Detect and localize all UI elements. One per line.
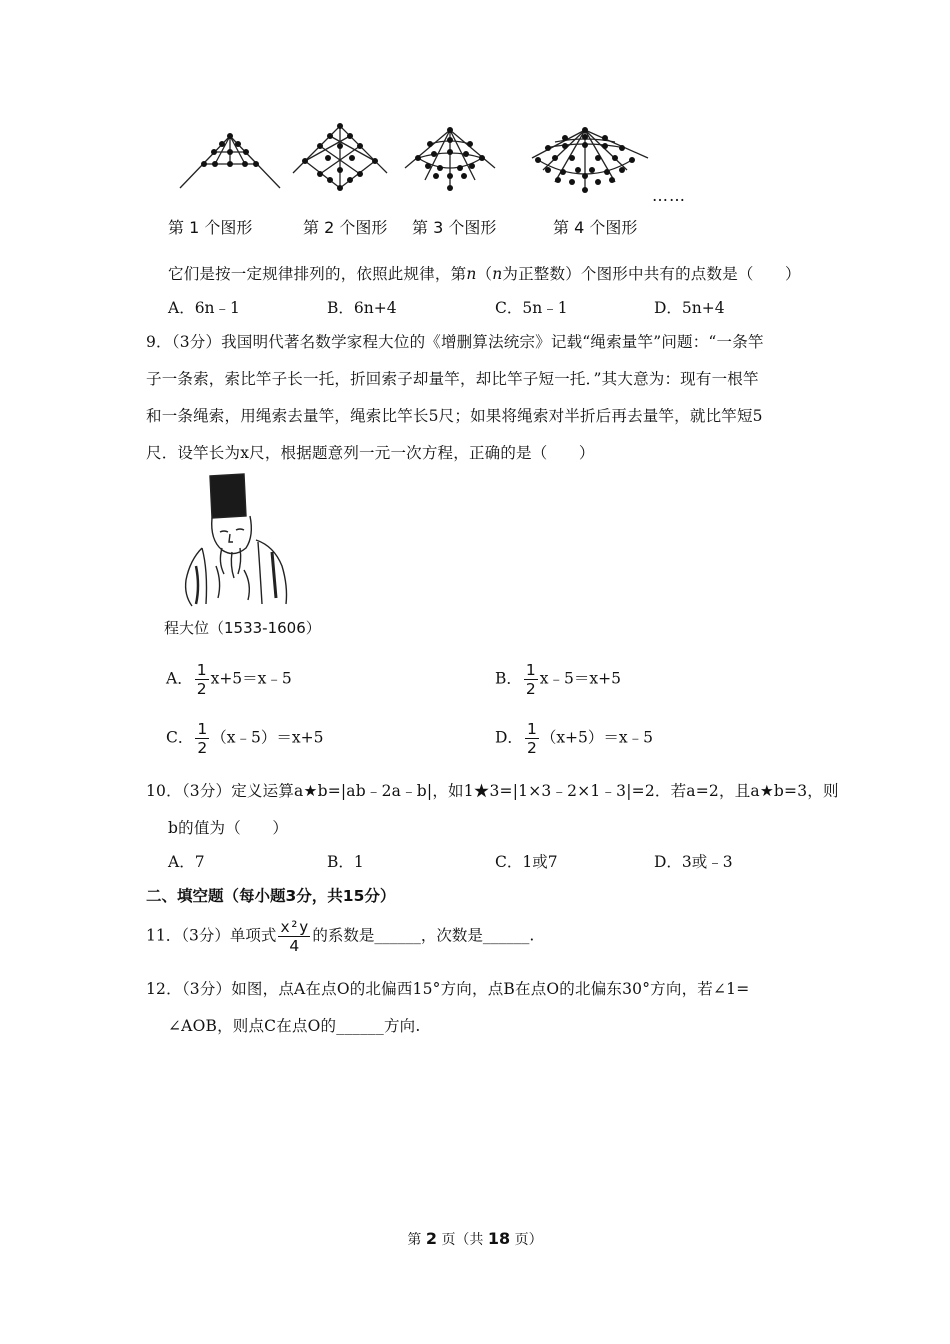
q9-option-d-rest: （x+5）＝x﹣5: [540, 728, 654, 747]
pattern-figures: [160, 118, 720, 213]
q9-option-b-num: 1: [525, 661, 536, 679]
q8-var-n: n: [466, 265, 477, 283]
page-footer: [0, 1229, 950, 1249]
q8-stem-b: （: [476, 265, 493, 283]
q8-stem: [168, 262, 801, 284]
q9-option-d-label: D．: [495, 728, 523, 747]
q9-line-4: 尺．设竿长为x尺，根据题意列一元一次方程，正确的是（ ）: [146, 444, 595, 462]
cheng-dawei-portrait: [182, 470, 294, 610]
q10-option-b: B．1: [327, 853, 364, 871]
q9-option-c-label: C．: [166, 728, 194, 747]
q9-option-c: [166, 720, 323, 757]
q12-line-1: 12．（3分）如图，点A在点O的北偏西15°方向，点B在点O的北偏东30°方向，若∠1=: [146, 980, 750, 998]
q9-option-b-rest: x﹣5＝x+5: [539, 669, 621, 688]
q8-option-d: D．5n+4: [654, 299, 725, 317]
footer-pre: 第: [407, 1232, 422, 1248]
q8-stem-c: 为正整数）个图形中共有的点数是（ ）: [502, 265, 801, 283]
q9-option-b-fraction: [524, 661, 538, 698]
footer-page-number: 2: [425, 1229, 437, 1248]
q9-option-a-fraction: [195, 661, 209, 698]
q10-line-2: b的值为（ ）: [168, 819, 289, 837]
q9-option-d: [495, 720, 653, 757]
q10-line-1: 10．（3分）定义运算a★b=|ab﹣2a﹣b|，如1★3=|1×3﹣2×1﹣3|=2．若a=2，且a★b=3，则: [146, 782, 839, 800]
q9-option-b-label: B．: [495, 669, 522, 688]
portrait-caption: 程大位（1533-1606）: [164, 619, 321, 637]
figures-ellipsis: ……: [652, 186, 686, 205]
q9-option-a-label: A．: [166, 669, 193, 688]
q11-prefix: 11．（3分）单项式: [146, 926, 277, 945]
q11-suffix: 的系数是______，次数是______.: [312, 926, 535, 945]
q9-option-b: [495, 661, 621, 698]
q9-option-c-fraction: [195, 720, 209, 757]
q8-option-b: B．6n+4: [327, 299, 397, 317]
section-2-heading: 二、填空题（每小题3分，共15分）: [146, 887, 396, 905]
figure-4-label: 第 4 个图形: [553, 218, 638, 237]
q11-fraction: [278, 918, 310, 955]
q9-line-3: 和一条绳索，用绳索去量竿，绳索比竿长5尺；如果将绳索对半折后再去量竿，就比竿短5: [146, 407, 763, 425]
figure-2-label: 第 2 个图形: [303, 218, 388, 237]
q8-option-c: C．5n﹣1: [495, 299, 568, 317]
q9-option-c-den: 2: [197, 739, 208, 757]
q9-option-d-fraction: [525, 720, 539, 757]
q9-option-a-num: 1: [196, 661, 207, 679]
q9-option-d-num: 1: [526, 720, 537, 738]
figure-2: [293, 126, 387, 188]
q11-num: x²y: [280, 918, 309, 936]
q10-option-a: A．7: [168, 853, 205, 871]
figure-1-label: 第 1 个图形: [168, 218, 253, 237]
q12-line-2: ∠AOB，则点C在点O的______方向.: [168, 1017, 421, 1035]
q9-option-a: [166, 661, 292, 698]
figure-3-label: 第 3 个图形: [412, 218, 497, 237]
q9-option-a-den: 2: [196, 680, 207, 698]
footer-post: 页）: [514, 1232, 543, 1248]
footer-mid: 页（共: [441, 1232, 484, 1248]
q11-den: 4: [289, 937, 300, 955]
q10-option-c: C．1或7: [495, 853, 558, 871]
q9-option-b-den: 2: [525, 680, 536, 698]
q9-option-c-num: 1: [197, 720, 208, 738]
q9-line-1: 9．（3分）我国明代著名数学家程大位的《增删算法统宗》记载“绳索量竿”问题：“一条竿: [146, 333, 764, 351]
footer-total-pages: 18: [487, 1229, 511, 1248]
q9-option-d-den: 2: [526, 739, 537, 757]
q11: [146, 918, 534, 955]
q10-option-d: D．3或﹣3: [654, 853, 733, 871]
q9-option-c-rest: （x﹣5）＝x+5: [211, 728, 324, 747]
q8-stem-a: 它们是按一定规律排列的，依照此规律，第: [168, 265, 467, 283]
q8-option-a: A．6n﹣1: [168, 299, 240, 317]
q9-line-2: 子一条索，索比竿子长一托，折回索子却量竿，却比竿子短一托．”其大意为：现有一根竿: [146, 370, 759, 388]
q9-option-a-rest: x+5＝x﹣5: [210, 669, 292, 688]
q8-var-n-2: n: [492, 265, 503, 283]
